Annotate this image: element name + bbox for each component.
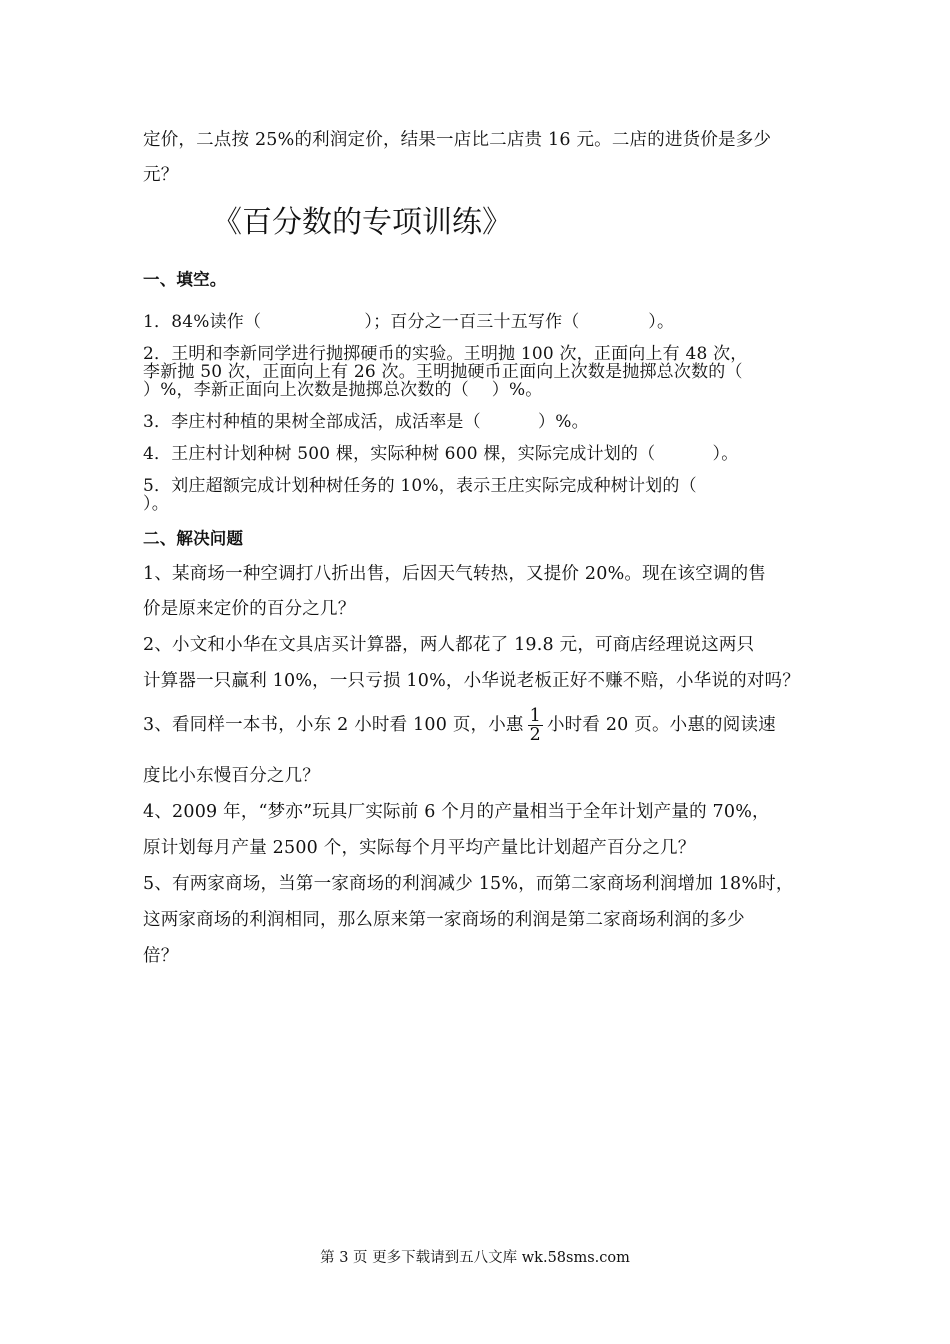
fill-question-2-line-2: 李新抛 50 次，正面向上有 26 次。王明抛硬币正面向上次数是抛掷总次数的（ — [143, 362, 743, 382]
carry-over-line-1: 定价，二点按 25%的利润定价，结果一店比二店贵 16 元。二店的进货价是多少 — [143, 130, 772, 150]
problem-4-line-1: 4、2009 年，“梦亦”玩具厂实际前 6 个月的产量相当于全年计划产量的 70%， — [143, 802, 770, 822]
problem-3-line-1 — [143, 706, 776, 744]
fill-question-3: 3．李庄村种植的果树全部成活，成活率是（ ）%。 — [143, 412, 589, 432]
fill-question-2-line-3: ）%，李新正面向上次数是抛掷总次数的（ ）%。 — [143, 380, 543, 400]
fill-question-2-line-1: 2．王明和李新同学进行抛掷硬币的实验。王明抛 100 次，正面向上有 48 次， — [143, 344, 748, 364]
section-heading-fill-in: 一、填空。 — [143, 270, 227, 289]
problem-3-text-before: 3、看同样一本书，小东 2 小时看 100 页，小惠 — [143, 715, 524, 735]
page-title: 《百分数的专项训练》 — [212, 205, 512, 240]
problem-5-line-2: 这两家商场的利润相同，那么原来第一家商场的利润是第二家商场利润的多少 — [143, 910, 745, 930]
fraction-one-half — [528, 707, 543, 744]
section-heading-problems: 二、解决问题 — [143, 529, 244, 548]
fraction-denominator: 2 — [529, 725, 541, 745]
problem-2-line-2: 计算器一只赢利 10%，一只亏损 10%，小华说老板正好不赚不赔，小华说的对吗？ — [143, 671, 800, 691]
problem-1-line-1: 1、某商场一种空调打八折出售，后因天气转热，又提价 20%。现在该空调的售 — [143, 564, 766, 584]
problem-3-text-after: 小时看 20 页。小惠的阅读速 — [546, 715, 776, 735]
carry-over-line-2: 元？ — [143, 165, 179, 185]
page-footer: 第 3 页 更多下载请到五八文库 wk.58sms.com — [320, 1250, 630, 1266]
problem-1-line-2: 价是原来定价的百分之几？ — [143, 599, 356, 619]
fill-question-5-line-1: 5．刘庄超额完成计划种树任务的 10%，表示王庄实际完成种树计划的（ — [143, 476, 697, 496]
problem-5-line-3: 倍？ — [143, 946, 179, 966]
fraction-numerator: 1 — [529, 706, 541, 726]
fill-question-1: 1．84%读作（ ）；百分之一百三十五写作（ ）。 — [143, 312, 675, 332]
problem-5-line-1: 5、有两家商场，当第一家商场的利润减少 15%，而第二家商场利润增加 18%时， — [143, 874, 794, 894]
problem-2-line-1: 2、小文和小华在文具店买计算器，两人都花了 19.8 元，可商店经理说这两只 — [143, 635, 755, 655]
fill-question-4: 4．王庄村计划种树 500 棵，实际种树 600 棵，实际完成计划的（ ）。 — [143, 444, 739, 464]
fill-question-5-line-2: ）。 — [143, 494, 169, 514]
problem-3-line-2: 度比小东慢百分之几？ — [143, 766, 320, 786]
problem-4-line-2: 原计划每月产量 2500 个，实际每个月平均产量比计划超产百分之几？ — [143, 838, 696, 858]
